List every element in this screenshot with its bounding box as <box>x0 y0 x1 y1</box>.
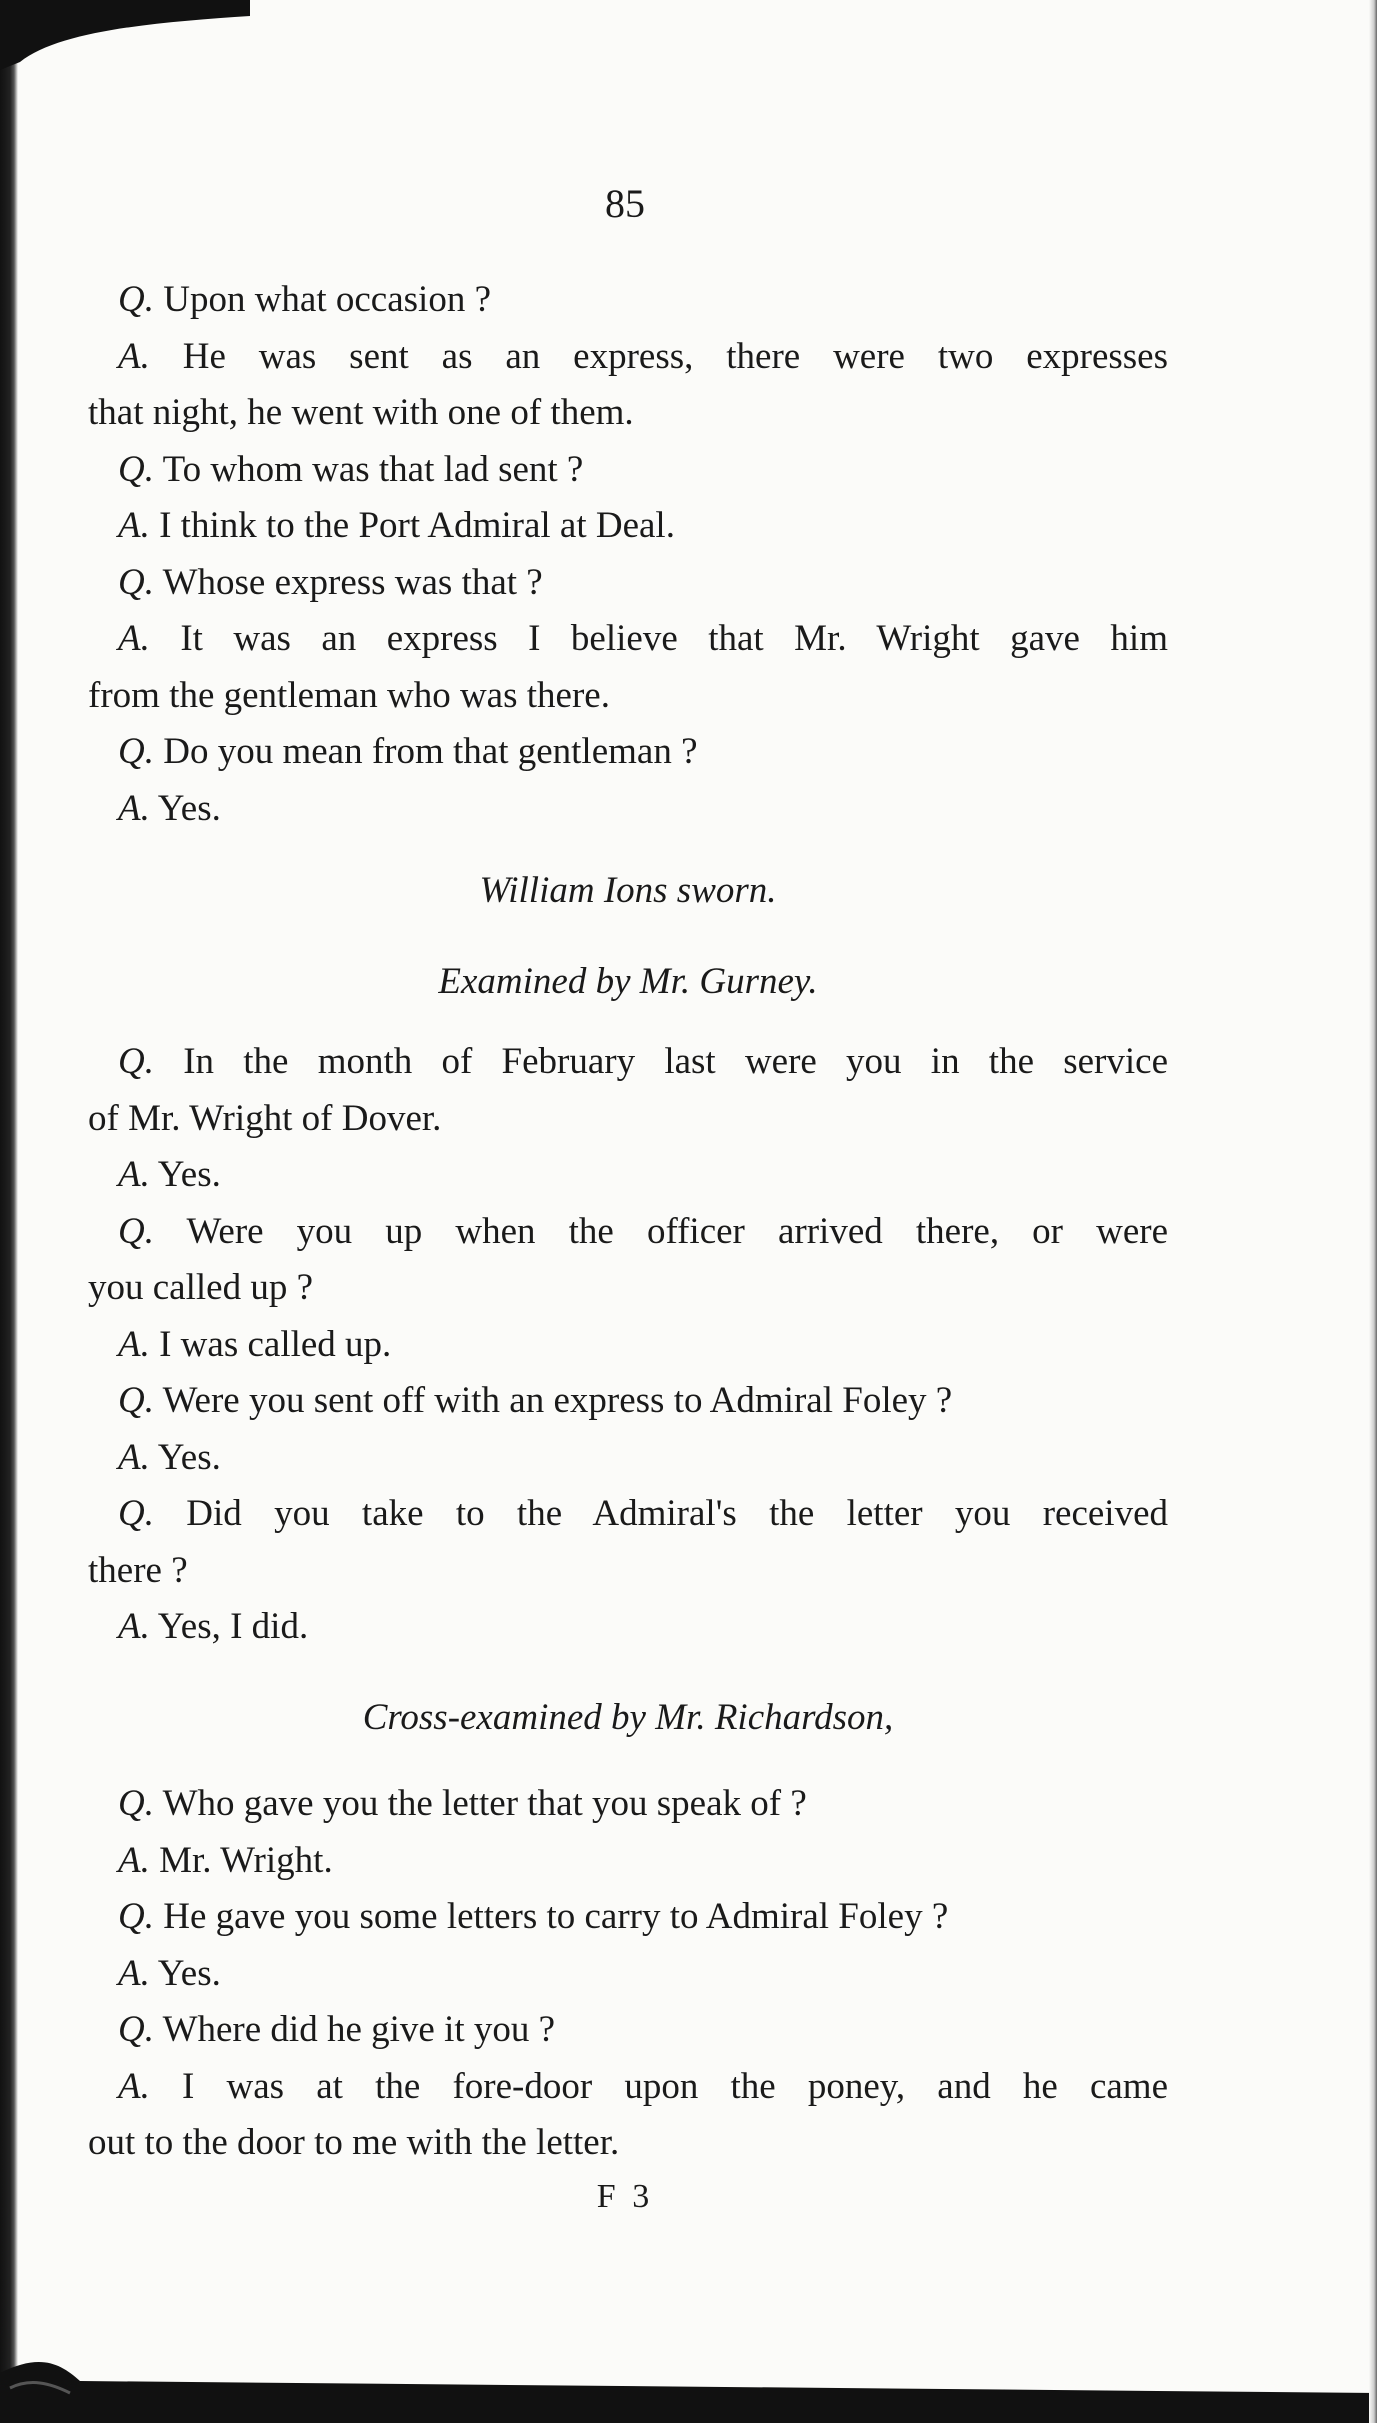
transcript-line <box>88 1599 1168 1656</box>
speaker-marker: A. <box>118 618 150 659</box>
transcript-line <box>88 1543 1168 1600</box>
transcript-line <box>88 272 1168 329</box>
line-text: you called up ? <box>88 1267 313 1308</box>
speaker-marker: Q. <box>118 731 154 772</box>
transcript-line <box>88 781 1168 838</box>
binding-edge-left <box>0 30 18 2410</box>
transcript-line <box>88 1889 1168 1946</box>
speaker-marker: Q. <box>118 561 154 603</box>
transcript-line <box>88 1946 1168 2003</box>
transcript-line <box>88 1034 1168 1091</box>
speaker-marker: A. <box>118 787 150 829</box>
binding-edge-bottom <box>0 2333 1377 2423</box>
transcript-line <box>88 1430 1168 1487</box>
speaker-marker: A. <box>118 2065 150 2107</box>
speaker-marker: Q. <box>118 279 154 320</box>
transcript-line <box>88 2115 1168 2172</box>
transcript-line <box>88 1091 1168 1148</box>
line-text: Were you sent off with an express to Admiral Foley ? <box>162 1380 953 1421</box>
line-text: from the gentleman who was there. <box>88 674 610 716</box>
transcript-line <box>88 1147 1168 1204</box>
cross-examination-heading: Cross-examined by Mr. Richardson, <box>362 1696 894 1738</box>
speaker-marker: Q. <box>118 1380 154 1421</box>
line-text: that night, he went with one of them. <box>88 392 634 433</box>
transcript-line <box>88 329 1168 386</box>
line-text: Do you mean from that gentleman ? <box>163 731 698 772</box>
signature-mark: F 3 <box>596 2178 654 2215</box>
examination-heading: Examined by Mr. Gurney. <box>438 960 818 1002</box>
speaker-marker: Q. <box>118 1783 154 1824</box>
line-text: out to the door to me with the letter. <box>88 2122 620 2163</box>
transcript-line <box>88 1833 1168 1890</box>
line-text: Yes, I did. <box>157 1606 309 1647</box>
speaker-marker: A. <box>118 1323 150 1365</box>
speaker-marker: A. <box>118 505 150 546</box>
testimony-section-1 <box>88 272 1168 837</box>
transcript-line <box>88 1486 1168 1543</box>
line-text: He gave you some letters to carry to Admiral Foley ? <box>163 1896 949 1937</box>
testimony-section-3 <box>88 1776 1168 2172</box>
transcript-line <box>88 498 1168 555</box>
line-text: Upon what occasion ? <box>163 279 491 320</box>
transcript-line <box>88 2002 1168 2059</box>
transcript-line <box>88 1317 1168 1374</box>
line-text: I was called up. <box>159 1323 392 1365</box>
transcript-line <box>88 555 1168 612</box>
speaker-marker: Q. <box>118 1041 154 1082</box>
line-text: there ? <box>88 1549 188 1591</box>
transcript-line <box>88 668 1168 725</box>
line-text: Were you up when the officer arrived there, or were <box>186 1210 1168 1252</box>
speaker-marker: A. <box>118 1606 150 1647</box>
line-text: Where did he give it you ? <box>162 2009 556 2050</box>
speaker-marker: A. <box>118 1952 150 1994</box>
line-text: I was at the fore-door upon the poney, and he came <box>182 2065 1169 2107</box>
line-text: To whom was that lad sent ? <box>162 448 584 490</box>
speaker-marker: A. <box>118 335 150 377</box>
transcript-line <box>88 385 1168 442</box>
line-text: I think to the Port Admiral at Deal. <box>159 505 675 546</box>
transcript-line <box>88 611 1168 668</box>
transcript-body <box>88 272 1168 2172</box>
line-text: He was sent as an express, there were two expresses <box>182 335 1168 377</box>
transcript-line <box>88 1776 1168 1833</box>
line-text: Who gave you the letter that you speak of ? <box>162 1783 807 1824</box>
witness-heading: William Ions sworn. <box>479 870 777 911</box>
speaker-marker: Q. <box>118 448 154 490</box>
line-text: It was an express I believe that Mr. Wright gave him <box>180 618 1168 659</box>
line-text: Yes. <box>157 1436 221 1478</box>
line-text: In the month of February last were you in the service <box>183 1041 1168 1082</box>
transcript-line <box>88 1373 1168 1430</box>
line-text: Whose express was that ? <box>162 561 543 603</box>
line-text: Yes. <box>157 1952 221 1994</box>
speaker-marker: A. <box>118 1839 150 1881</box>
line-text: Did you take to the Admiral's the letter you received <box>186 1493 1168 1534</box>
transcript-line <box>88 1260 1168 1317</box>
page-number: 85 <box>605 181 645 226</box>
speaker-marker: A. <box>118 1436 150 1478</box>
transcript-line <box>88 442 1168 499</box>
binding-edge-top <box>0 0 250 70</box>
speaker-marker: Q. <box>118 2009 154 2050</box>
line-text: Yes. <box>157 787 221 829</box>
speaker-marker: Q. <box>118 1896 154 1937</box>
line-text: Mr. Wright. <box>159 1839 333 1881</box>
line-text: of Mr. Wright of Dover. <box>88 1097 442 1139</box>
transcript-line <box>88 724 1168 781</box>
transcript-line <box>88 1204 1168 1261</box>
speaker-marker: Q. <box>118 1210 154 1252</box>
speaker-marker: Q. <box>118 1493 154 1534</box>
binding-edge-right <box>1369 0 1377 2423</box>
line-text: Yes. <box>157 1154 221 1195</box>
speaker-marker: A. <box>118 1154 150 1195</box>
testimony-section-2 <box>88 1034 1168 1656</box>
transcript-line <box>88 2059 1168 2116</box>
